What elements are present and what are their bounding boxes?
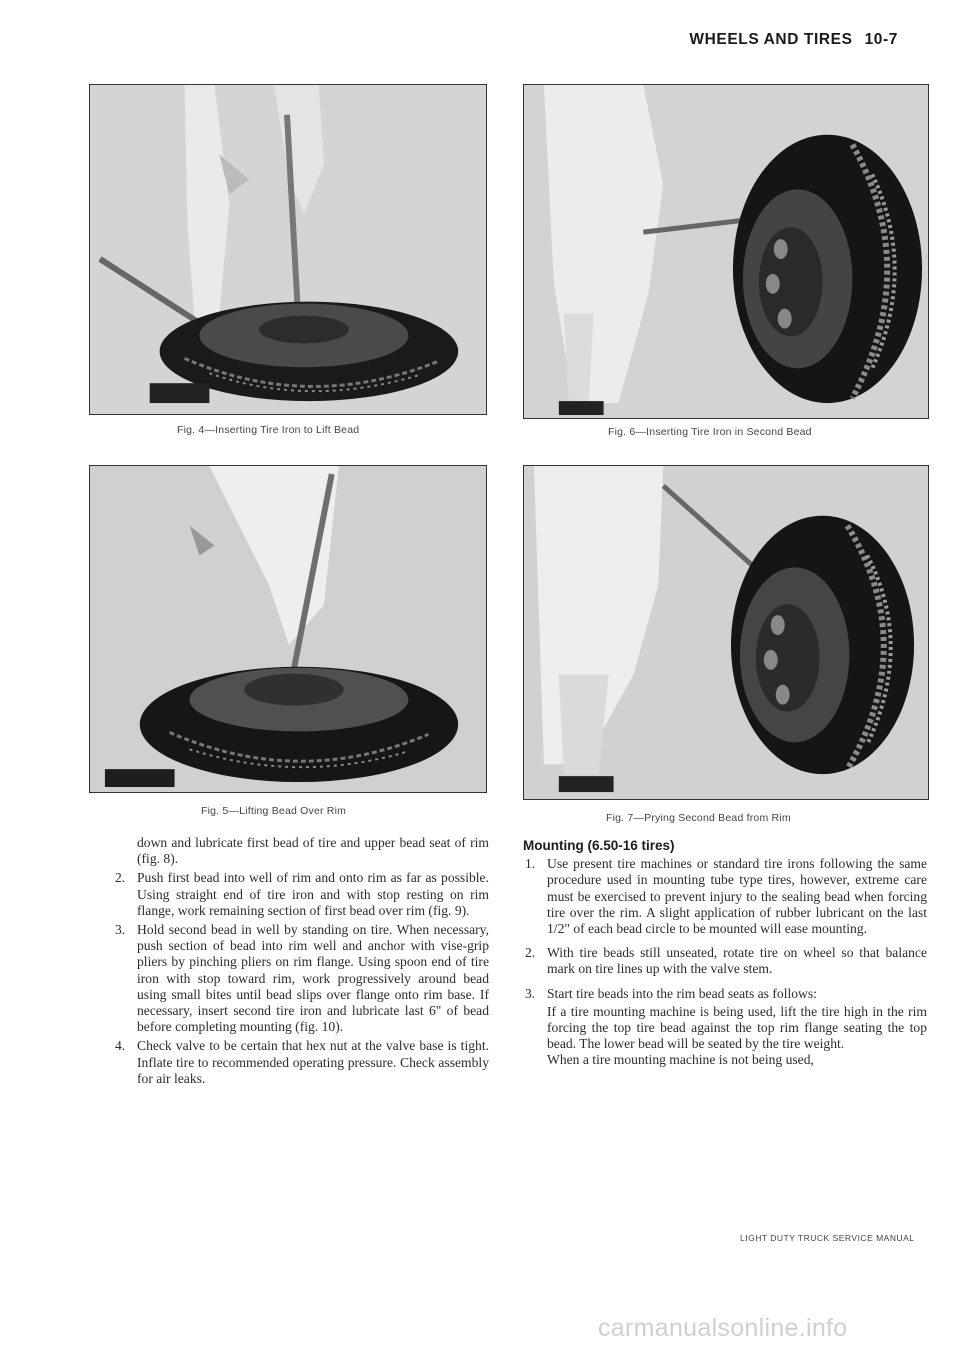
list-item [113,870,489,919]
figure-6-caption: Fig. 6—Inserting Tire Iron in Second Bead [608,426,812,438]
list-item [113,1038,489,1087]
figure-5-photo [89,465,487,793]
figure-6-photo [523,84,929,419]
section-subheading: Mounting (6.50-16 tires) [523,838,675,853]
left-column-text [113,835,489,1090]
sub-paragraph: When a tire mounting machine is not being used, [547,1052,814,1068]
continuation-paragraph: down and lubricate first bead of tire and upper bead seat of rim (fig. 8). [137,835,489,867]
item-number: 2. [525,945,536,961]
page-number: 10-7 [864,31,898,48]
figure-4-photo [89,84,487,415]
item-number: 3. [115,922,126,938]
item-number: 1. [525,856,536,872]
item-text: Use present tire machines or standard tire irons following the same procedure used in mounting tube type tires, however, extreme care must be exercised to prevent injury to the sealing bead when forcing tire over the rim. A slight application of rubber lubricant on the last 1/2" of each bead circle to be mounted will ease mounting. [547,856,927,937]
item-text: Hold second bead in well by standing on tire. When necessary, push section of bead into rim well and anchor with vise-grip pliers by pinching pliers on rim flange. Using spoon end of tire iron with stop toward rim, work progressively around bead using small bites until bead slips over flange onto rim base. If necessary, insert second tire iron and lubricate last 6" of bead before completing mounting (fig. 10). [137,922,489,1035]
item-number: 4. [115,1038,126,1054]
sub-paragraph: If a tire mounting machine is being used, lift the tire high in the rim forcing the top tire bead against the top rim flange seating the top bead. The lower bead will be seated by the tire weight. [547,1003,927,1052]
section-title: WHEELS AND TIRES [689,31,853,48]
list-item [523,986,927,1002]
item-text: Check valve to be certain that hex nut at the valve base is tight. Inflate tire to recommended operating pressure. Check assembly for air leaks. [137,1038,489,1086]
page-header [689,31,898,49]
list-item [113,922,489,1035]
list-item [523,856,927,937]
figure-7-caption: Fig. 7—Prying Second Bead from Rim [606,812,791,824]
right-column-text [523,838,927,1069]
item-text: Push first bead into well of rim and onto rim as far as possible. Using straight end of tire iron and with stop resting on rim flange, work remaining section of first bead over rim (fig. 9). [137,870,489,918]
list-item [523,945,927,977]
figure-4-caption: Fig. 4—Inserting Tire Iron to Lift Bead [177,424,360,436]
item-number: 3. [525,985,536,1001]
item-text: Start tire beads into the rim bead seats as follows: [547,985,817,1001]
manual-title-footer: LIGHT DUTY TRUCK SERVICE MANUAL [740,1233,915,1243]
watermark: carmanualsonline.info [598,1314,848,1342]
item-text: With tire beads still unseated, rotate tire on wheel so that balance mark on tire lines up with the valve stem. [547,945,927,977]
figure-7-photo [523,465,929,800]
item-number: 2. [115,870,126,886]
figure-5-caption: Fig. 5—Lifting Bead Over Rim [201,805,347,817]
